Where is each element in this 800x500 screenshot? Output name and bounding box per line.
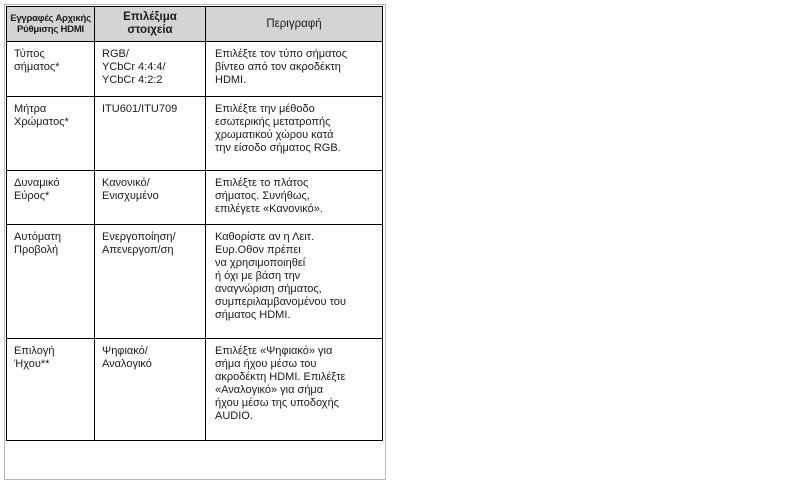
cell-line: Επιλέξτε τον τύπο σήματος: [215, 48, 348, 60]
options-cell: [95, 171, 206, 225]
table-row: [7, 97, 383, 171]
table-row: [7, 42, 383, 97]
cell-line: Ενεργοποίηση/: [102, 231, 176, 243]
cell-line: «Αναλογικό» για σήμα: [215, 384, 324, 396]
options-cell: [95, 97, 206, 171]
cell-line: βίντεο από τον ακροδέκτη: [215, 61, 341, 73]
options-cell: [95, 225, 206, 339]
document-frame: [4, 4, 386, 480]
description-cell: [206, 97, 383, 171]
setting-cell: [7, 171, 95, 225]
cell-line: ήχου μέσω της υποδοχής: [215, 397, 339, 409]
cell-line: Χρώματος*: [14, 116, 69, 128]
hdmi-settings-table: [6, 6, 383, 441]
cell-line: εσωτερικής μετατροπής: [215, 116, 331, 128]
header-options-line: Επιλέξιμα: [123, 11, 177, 23]
cell-line: την είσοδο σήματος RGB.: [215, 142, 341, 154]
setting-cell: [7, 339, 95, 441]
cell-line: Εύρος*: [14, 190, 50, 202]
table-header-row: [7, 7, 383, 42]
header-options-line: στοιχεία: [127, 24, 173, 36]
cell-line: αναγνώριση σήματος,: [215, 283, 322, 295]
description-cell: [206, 42, 383, 97]
cell-line: χρωματικού χώρου κατά: [215, 129, 334, 141]
table-row: [7, 339, 383, 441]
cell-line: Επιλέξτε το πλάτος: [215, 177, 309, 189]
header-setting: [7, 7, 95, 42]
description-cell: [206, 339, 383, 441]
cell-line: HDMI.: [215, 74, 247, 86]
header-setting-line: Ρύθμισης HDMI: [16, 24, 84, 35]
cell-line: RGB/: [102, 48, 129, 60]
cell-line: να χρησιμοποιηθεί: [215, 257, 306, 269]
cell-line: AUDIO.: [215, 410, 253, 422]
cell-line: Επιλέξτε «Ψηφιακό» για: [215, 345, 333, 357]
cell-line: Αναλογικό: [102, 358, 152, 370]
cell-line: Ψηφιακό/: [102, 345, 148, 357]
cell-line: YCbCr 4:2:2: [102, 74, 163, 86]
cell-line: Αυτόματη: [14, 231, 61, 243]
cell-line: σήμα ήχου μέσω του: [215, 358, 317, 370]
cell-line: Δυναμικό: [14, 177, 60, 189]
header-description: Περιγραφή: [206, 7, 383, 42]
cell-line: σήματος. Συνήθως,: [215, 190, 310, 202]
cell-line: σήματος HDMI.: [215, 309, 291, 321]
cell-line: Επιλέξτε την μέθοδο: [215, 103, 315, 115]
header-setting-line: Εγγραφές Αρχικής: [10, 13, 91, 24]
header-options: [95, 7, 206, 42]
cell-line: Απενεργοπ/ση: [102, 244, 174, 256]
cell-line: επιλέγετε «Κανονικό».: [215, 203, 323, 215]
cell-line: Επιλογή: [14, 345, 55, 357]
cell-line: Κανονικό/: [102, 177, 150, 189]
cell-line: Ήχου**: [14, 358, 50, 370]
table-row: [7, 225, 383, 339]
cell-line: Μήτρα: [14, 103, 47, 115]
cell-line: ITU601/ITU709: [102, 103, 178, 115]
options-cell: [95, 42, 206, 97]
setting-cell: [7, 97, 95, 171]
setting-cell: [7, 225, 95, 339]
description-cell: [206, 225, 383, 339]
cell-line: Τύπος: [14, 48, 45, 60]
setting-cell: [7, 42, 95, 97]
cell-line: Ενισχυμένο: [102, 190, 159, 202]
cell-line: ακροδέκτη HDMI. Επιλέξτε: [215, 371, 346, 383]
cell-line: Καθορίστε αν η Λειτ.: [215, 231, 315, 243]
cell-line: ή όχι με βάση την: [215, 270, 301, 282]
cell-line: συμπεριλαμβανομένου του: [215, 296, 346, 308]
description-cell: [206, 171, 383, 225]
cell-line: Προβολή: [14, 244, 59, 256]
table-row: [7, 171, 383, 225]
cell-line: σήματος*: [14, 61, 60, 73]
options-cell: [95, 339, 206, 441]
cell-line: YCbCr 4:4:4/: [102, 61, 166, 73]
cell-line: Ευρ.Οθον πρέπει: [215, 244, 301, 256]
